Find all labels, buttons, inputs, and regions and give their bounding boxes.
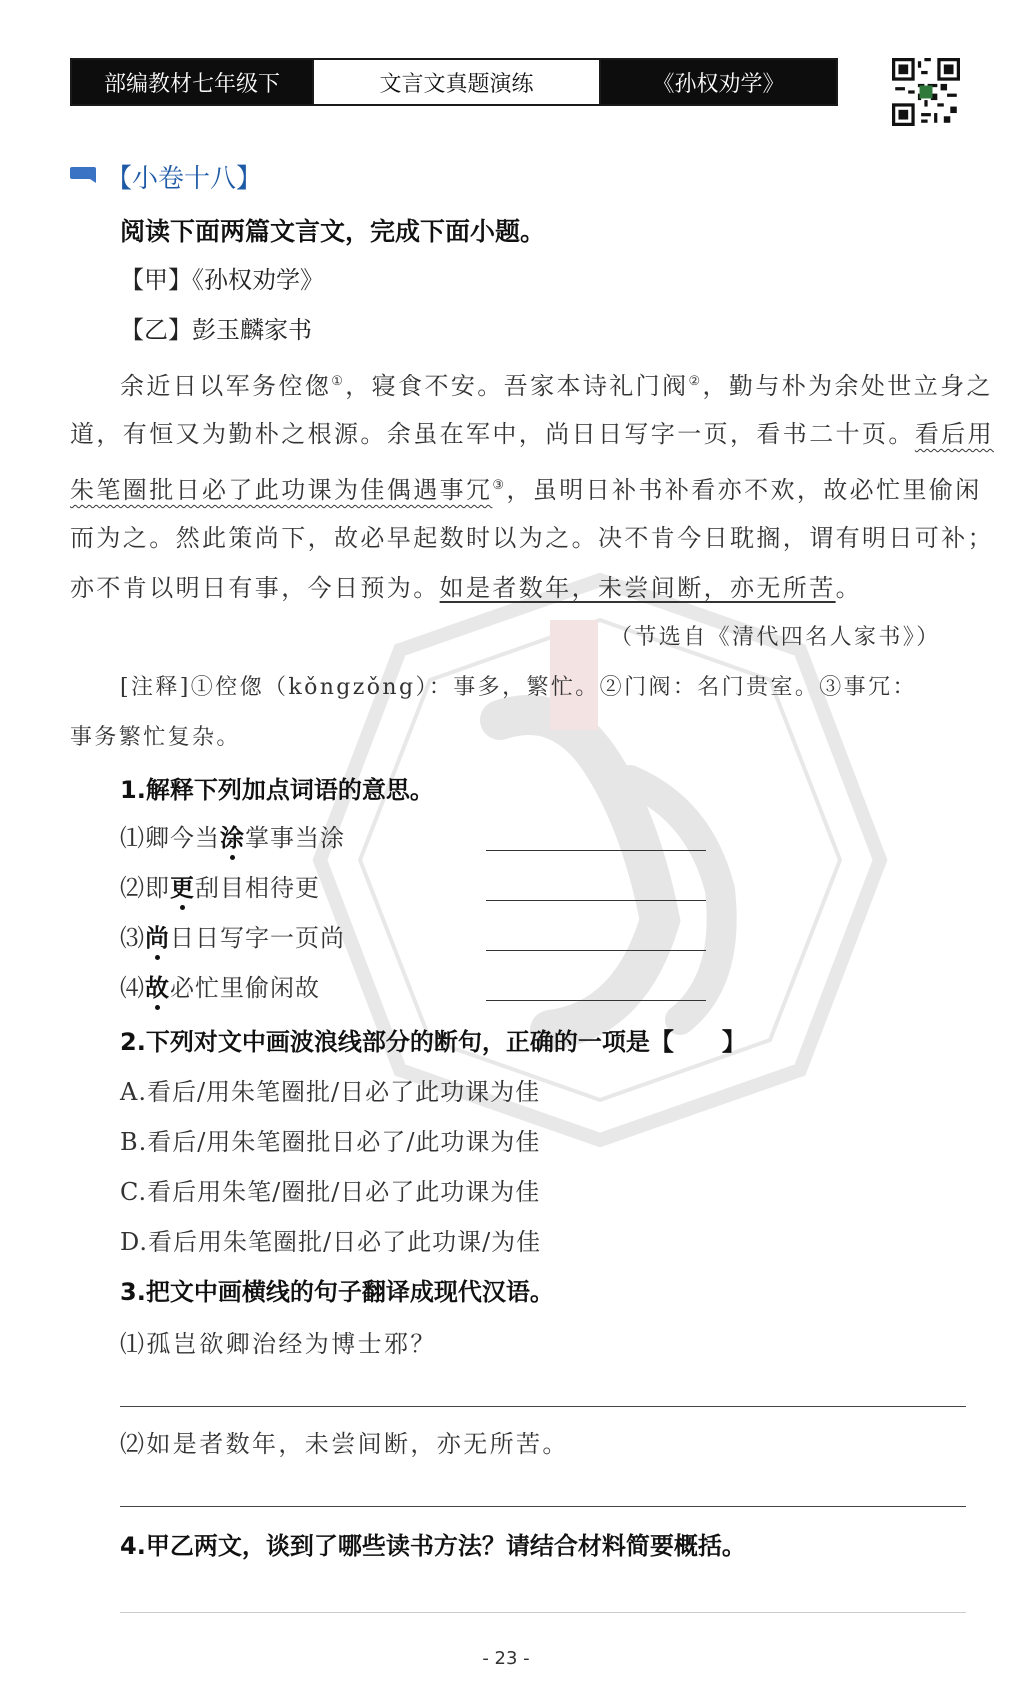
answer-blank[interactable] <box>486 850 706 851</box>
passage-line-4: 而为之。然此策尚下，故必早起数时以为之。决不肯今日耽搁，谓有明日可补； <box>70 524 994 552</box>
q1-item-prefix: ⑵即 <box>120 874 170 902</box>
qr-code-icon <box>892 58 960 126</box>
q1-item <box>120 922 345 954</box>
answer-line[interactable] <box>120 1506 966 1507</box>
bookmark-icon <box>68 165 98 189</box>
passage-source: （节选自《清代四名人家书》） <box>610 625 941 650</box>
q1-item-suffix: 掌事当涂 <box>245 824 345 852</box>
passage-text: 亦不肯以明日有事，今日预为。 <box>70 574 440 602</box>
wavy-underlined-text: 朱笔圈批日必了此功课为佳偶遇事冗 <box>70 476 493 504</box>
note-marker: ③ <box>492 478 507 493</box>
q2-option-a[interactable]: A.看后/用朱笔圈批/日必了此功课为佳 <box>120 1078 541 1106</box>
dotted-word: 涂 <box>220 823 245 852</box>
header-bar <box>70 58 838 106</box>
q2-option-c[interactable]: C.看后用朱笔/圈批/日必了此功课为佳 <box>120 1178 541 1206</box>
passage-line-1 <box>120 366 993 402</box>
q1-item-suffix: 刮目相待更 <box>195 874 320 902</box>
q1-item <box>120 972 320 1004</box>
q1-item <box>120 872 320 904</box>
dotted-word: 尚 <box>145 923 170 952</box>
passage-line-5 <box>70 572 862 604</box>
question-2-title: 2.下列对文中画波浪线部分的断句，正确的一项是【 】 <box>120 1028 746 1056</box>
dotted-word: 故 <box>145 973 170 1002</box>
notes-line-2: 事务繁忙复杂。 <box>70 725 241 750</box>
q1-item <box>120 822 345 854</box>
q3-item-2: ⑵如是者数年，未尝间断，亦无所苦。 <box>120 1430 569 1458</box>
passage-line-3 <box>70 470 982 506</box>
header-lesson: 《孙权劝学》 <box>601 60 836 104</box>
header-subject: 文言文真题演练 <box>312 60 601 104</box>
passage-text: 余近日以军务倥偬 <box>120 372 332 400</box>
q1-item-prefix: ⑴卿今当 <box>120 824 220 852</box>
page-number: - 23 - <box>482 1648 530 1669</box>
passage-text: ，勤与朴为余处世立身之 <box>702 372 993 400</box>
text-b-label: 【乙】彭玉麟家书 <box>120 316 312 344</box>
passage-text: 道，有恒又为勤朴之根源。余虽在军中，尚日日写字一页，看书二十页。 <box>70 420 915 448</box>
instruction: 阅读下面两篇文言文，完成下面小题。 <box>120 217 546 246</box>
q2-option-b[interactable]: B.看后/用朱笔圈批日必了/此功课为佳 <box>120 1128 541 1156</box>
question-3-title: 3.把文中画横线的句子翻译成现代汉语。 <box>120 1278 554 1306</box>
wavy-underlined-text: 看后用 <box>914 420 995 448</box>
answer-line[interactable] <box>120 1612 966 1613</box>
section-title-text: 【小卷十八】 <box>106 164 263 194</box>
q1-item-prefix: ⑶ <box>120 924 145 952</box>
q3-item-1: ⑴孤岂欲卿治经为博士邪？ <box>120 1330 437 1358</box>
header-grade: 部编教材七年级下 <box>72 60 312 104</box>
q1-item-suffix: 日日写字一页尚 <box>170 924 345 952</box>
passage-text: 。 <box>835 574 863 602</box>
answer-blank[interactable] <box>486 1000 706 1001</box>
note-marker: ② <box>688 374 703 389</box>
question-4-title: 4.甲乙两文，谈到了哪些读书方法？请结合材料简要概括。 <box>120 1532 746 1560</box>
question-1-title: 1.解释下列加点词语的意思。 <box>120 776 434 804</box>
notes-line-1: [注释]①倥偬（kǒngzǒng）：事多，繁忙。②门阀：名门贵室。③事冗： <box>120 675 917 700</box>
text-a-label: 【甲】《孙权劝学》 <box>120 266 324 294</box>
passage-line-2 <box>70 418 994 450</box>
answer-blank[interactable] <box>486 950 706 951</box>
q1-item-suffix: 必忙里偷闲故 <box>170 974 320 1002</box>
dotted-word: 更 <box>170 873 195 902</box>
note-marker: ① <box>331 374 346 389</box>
answer-blank[interactable] <box>486 900 706 901</box>
underlined-sentence: 如是者数年，未尝间断，亦无所苦 <box>439 574 836 602</box>
answer-line[interactable] <box>120 1406 966 1407</box>
section-title <box>68 158 262 195</box>
q2-option-d[interactable]: D.看后用朱笔圈批/日必了此功课/为佳 <box>120 1228 542 1256</box>
q1-item-prefix: ⑷ <box>120 974 145 1002</box>
passage-text: ，寝食不安。吾家本诗礼门阀 <box>345 372 689 400</box>
passage-text: ，虽明日补书补看亦不欢，故必忙里偷闲 <box>506 476 982 504</box>
